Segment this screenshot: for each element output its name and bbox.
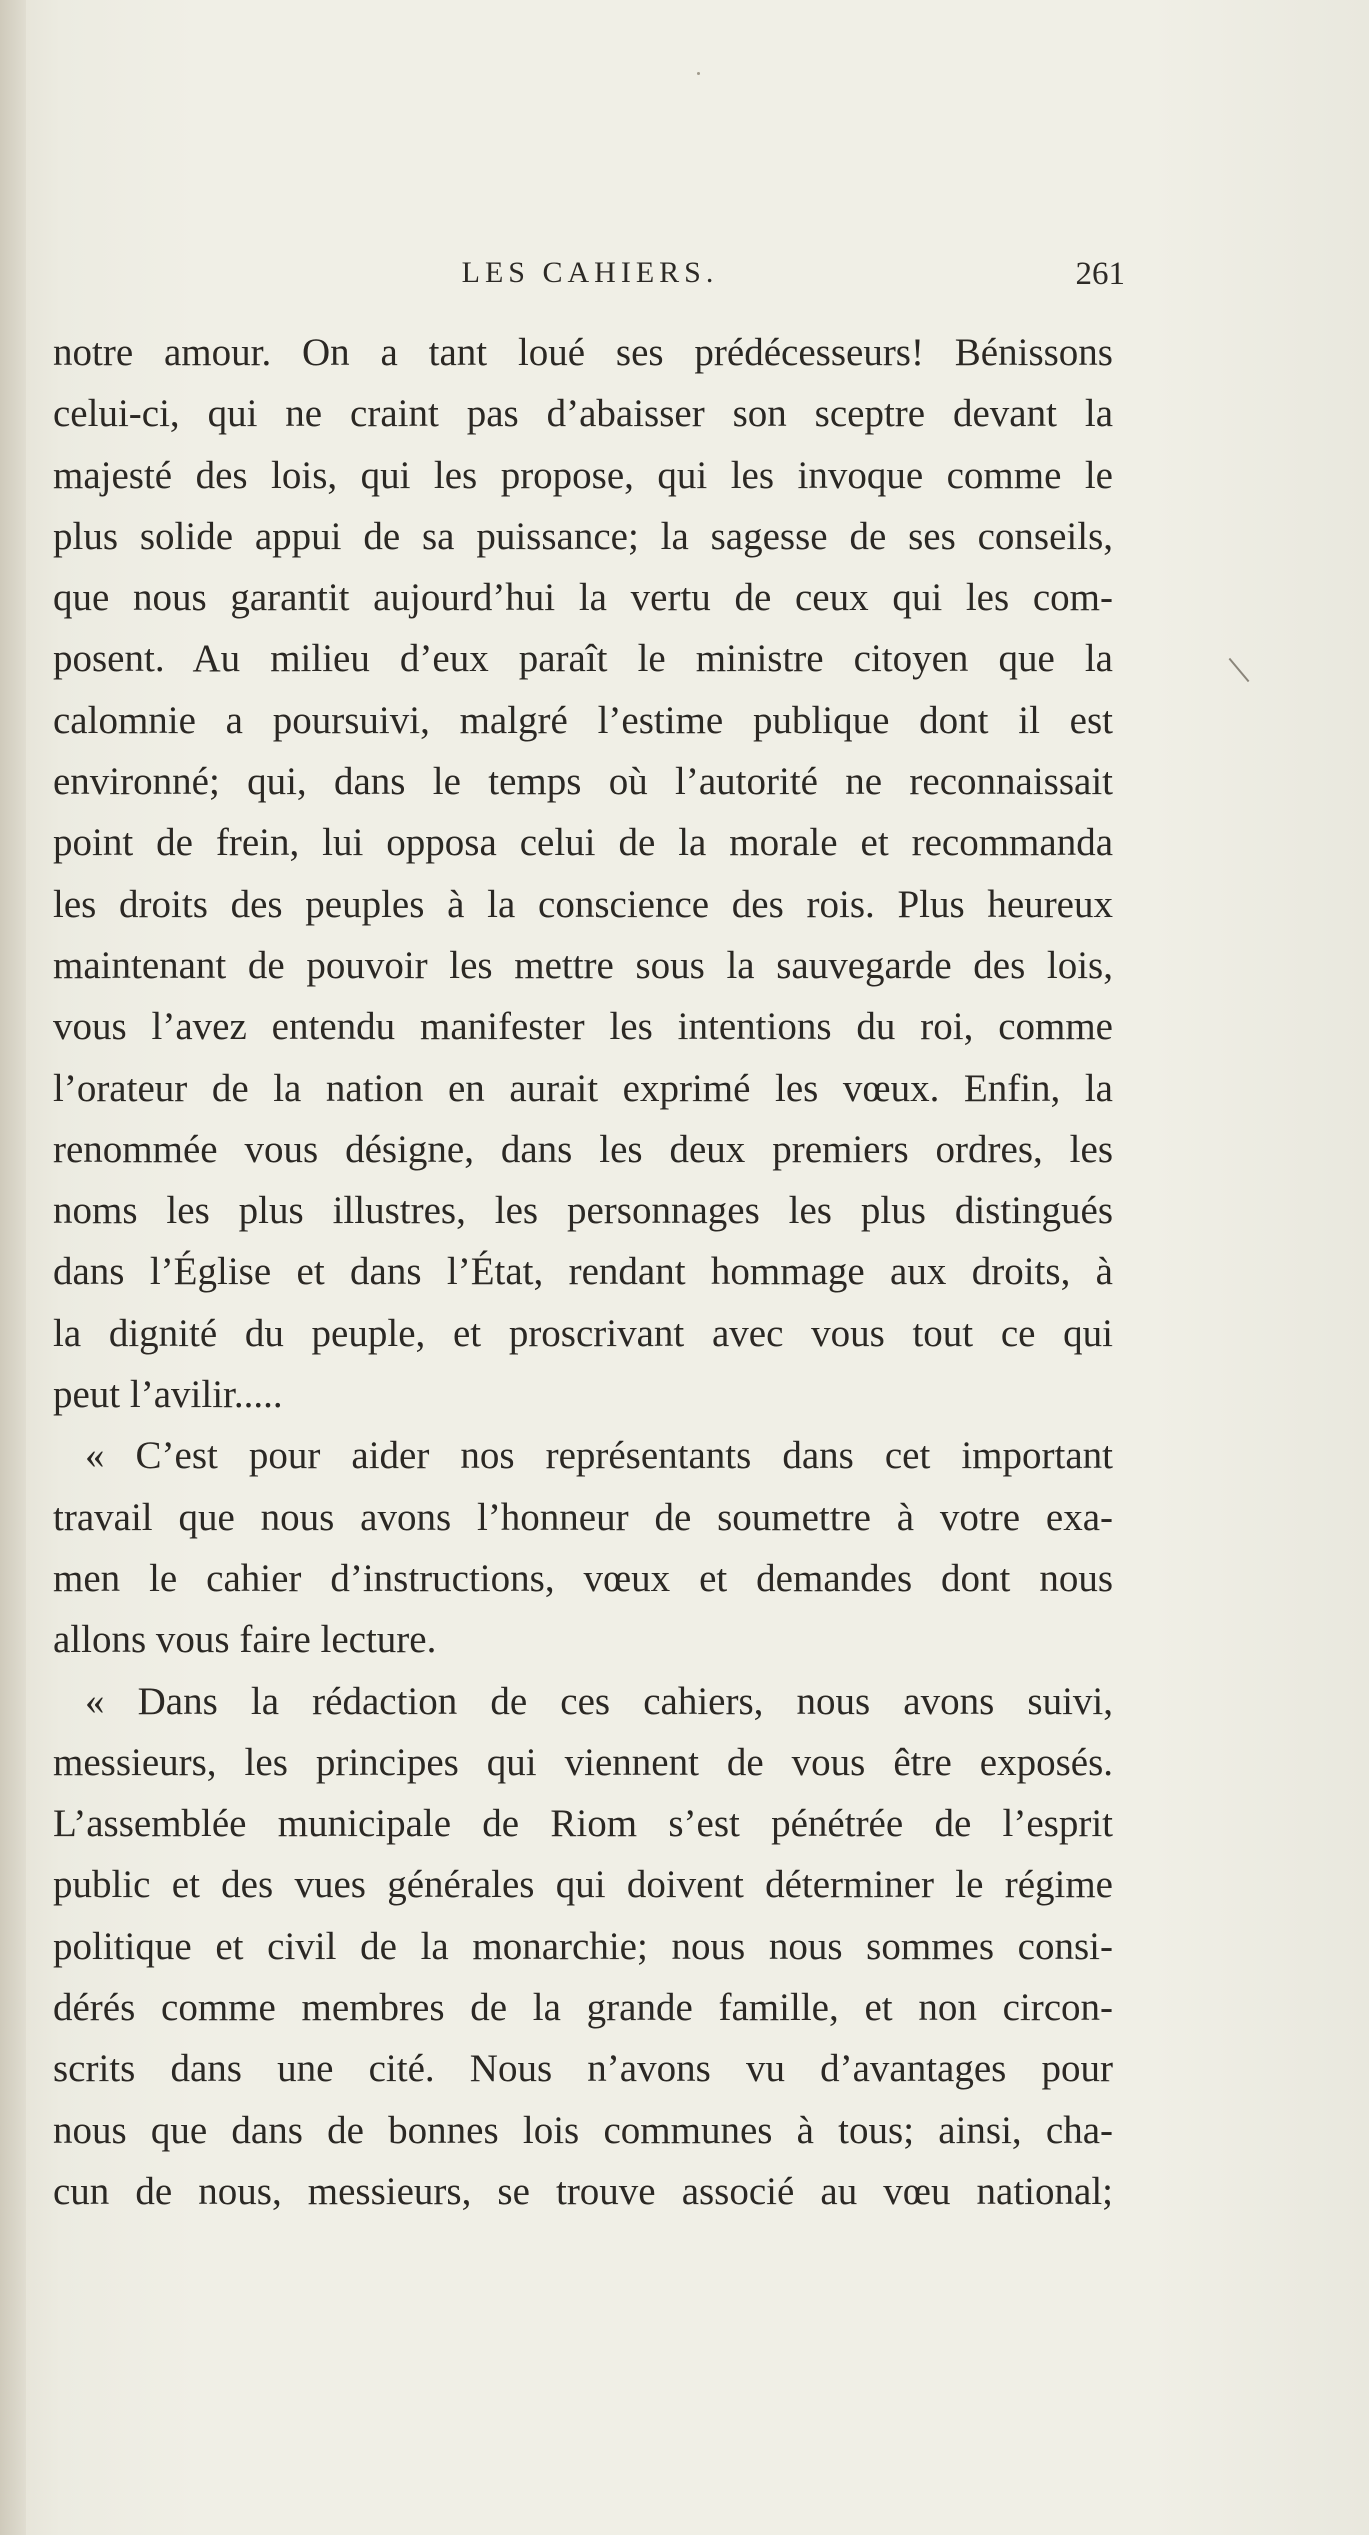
running-head (55, 256, 1125, 300)
text-line: notre amour. On a tant loué ses prédécesseurs! Bénissons (53, 331, 1113, 374)
text-line: noms les plus illustres, les personnages les plus distingués (53, 1189, 1113, 1233)
text-line: cun de nous, messieurs, se trouve associé au vœu national; (53, 2169, 1113, 2213)
text-line: travail que nous avons l’honneur de soumettre à votre exa- (53, 1495, 1113, 1539)
text-line: calomnie a poursuivi, malgré l’estime publique dont il est (53, 698, 1113, 742)
text-line: « Dans la rédaction de ces cahiers, nous avons suivi, (85, 1679, 1113, 1723)
text-line: posent. Au milieu d’eux paraît le ministre citoyen que la (53, 637, 1113, 681)
text-line: environné; qui, dans le temps où l’autorité ne reconnaissait (53, 760, 1113, 804)
text-line: les droits des peuples à la conscience des rois. Plus heureux (53, 882, 1113, 926)
paper-speck (697, 72, 700, 75)
text-line: maintenant de pouvoir les mettre sous la sauvegarde des lois, (53, 943, 1113, 987)
text-line: l’orateur de la nation en aurait exprimé les vœux. Enfin, la (53, 1066, 1113, 1110)
text-line: majesté des lois, qui les propose, qui les invoque comme le (53, 453, 1113, 497)
text-line: dérés comme membres de la grande famille, et non circon- (53, 1986, 1113, 2030)
text-line: public et des vues générales qui doivent déterminer le régime (53, 1863, 1113, 1907)
binding-gutter (0, 0, 26, 2535)
text-line: dans l’Église et dans l’État, rendant hommage aux droits, à (53, 1250, 1113, 1294)
text-line: politique et civil de la monarchie; nous nous sommes consi- (53, 1924, 1113, 1968)
text-line: peut l’avilir..... (53, 1373, 283, 1417)
text-line: plus solide appui de sa puissance; la sagesse de ses conseils, (53, 514, 1113, 558)
text-line: renommée vous désigne, dans les deux premiers ordres, les (53, 1127, 1113, 1171)
text-line: point de frein, lui opposa celui de la morale et recommanda (53, 821, 1113, 865)
running-title: LES CAHIERS. (461, 256, 719, 289)
text-line: allons vous faire lecture. (53, 1618, 437, 1662)
text-line: « C’est pour aider nos représentants dans cet important (85, 1434, 1113, 1478)
text-line: celui-ci, qui ne craint pas d’abaisser son sceptre devant la (53, 392, 1113, 436)
text-line: men le cahier d’instructions, vœux et demandes dont nous (53, 1556, 1113, 1600)
text-line: la dignité du peuple, et proscrivant avec vous tout ce qui (53, 1311, 1113, 1355)
margin-pencil-mark (1229, 658, 1250, 682)
page-number: 261 (1075, 256, 1125, 292)
text-line: messieurs, les principes qui viennent de vous être exposés. (53, 1740, 1113, 1784)
text-line: L’assemblée municipale de Riom s’est pénétrée de l’esprit (53, 1802, 1113, 1846)
body-text (53, 322, 1113, 2222)
text-line: scrits dans une cité. Nous n’avons vu d’avantages pour (53, 2047, 1113, 2091)
text-line: vous l’avez entendu manifester les intentions du roi, comme (53, 1005, 1113, 1049)
text-line: que nous garantit aujourd’hui la vertu de ceux qui les com- (53, 576, 1113, 620)
text-line: nous que dans de bonnes lois communes à tous; ainsi, cha- (53, 2108, 1113, 2152)
